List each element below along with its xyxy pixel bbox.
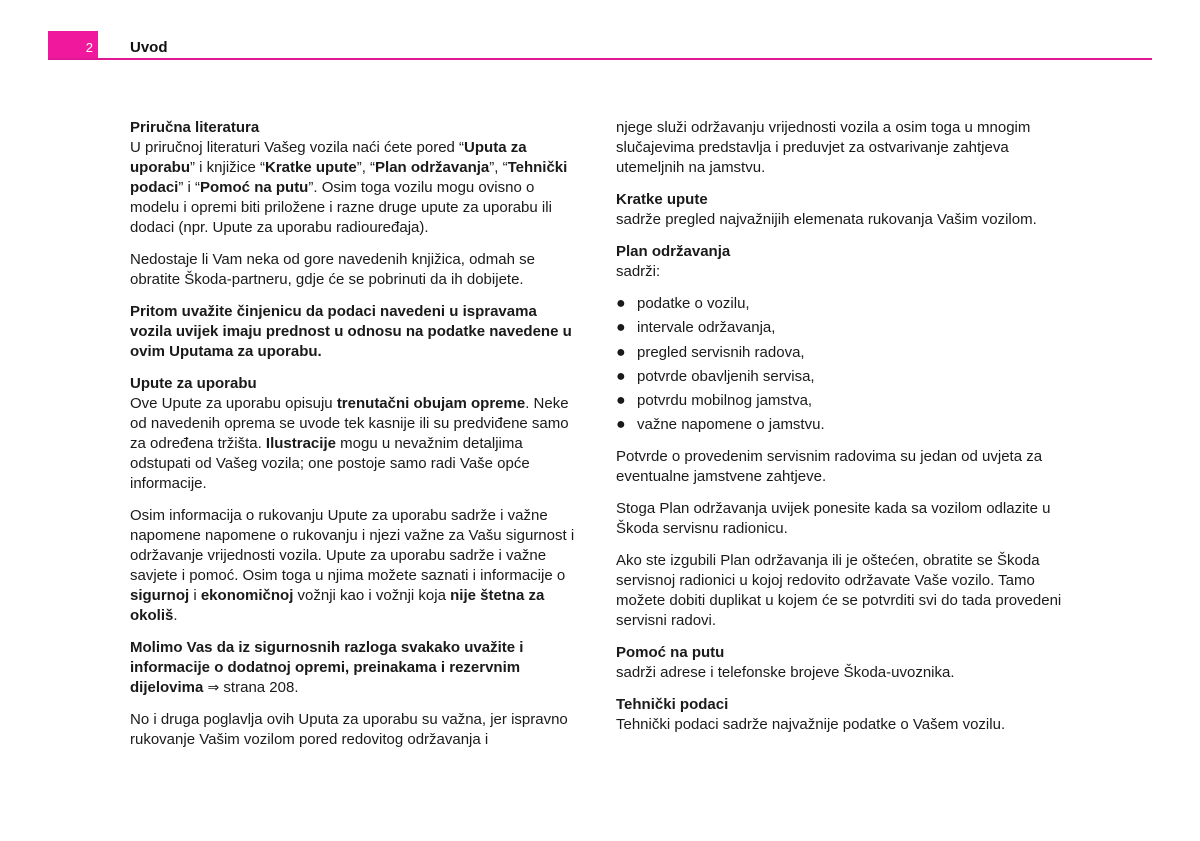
paragraph: sadrži adrese i telefonske brojeve Škoda-uvoznika. — [616, 664, 955, 682]
header-rule — [48, 58, 1152, 60]
bullet-icon: ● — [616, 416, 626, 434]
arrow-right-icon: ⇒ — [207, 680, 220, 696]
left-column — [130, 118, 582, 762]
list-item: ● pregled servisnih radova, — [616, 343, 805, 361]
heading-upute-za-uporabu: Upute za uporabu — [130, 375, 257, 392]
paragraph: sadrži: — [616, 263, 661, 280]
section-title: Uvod — [130, 39, 168, 56]
list-item: ● potvrde obavljenih servisa, — [616, 367, 815, 385]
list-item: ● potvrdu mobilnog jamstva, — [616, 392, 813, 410]
notice-paragraph: Pritom uvažite činjenicu da podaci navedeni u ispravama vozila uvijek imaju prednost u odnosu na podatke navedene u ovim Uputama za uporabu. — [130, 303, 572, 360]
heading-prirucna-literatura: Priručna literatura — [130, 119, 260, 136]
heading-tehnicki-podaci: Tehnički podaci — [616, 696, 729, 714]
bullet-list — [616, 294, 1068, 435]
paragraph: Ove Upute za uporabu opisuju trenutačni obujam opreme. Neke od navedenih oprema se uvode tek kasnije ili su predviđene samo za određena tržišta. Ilustracije mogu u nevažnim detaljima odstupati od Vašeg vozila; one postoje samo radi Vaše opće informacije. — [130, 395, 569, 492]
paragraph: Potvrde o provedenim servisnim radovima su jedan od uvjeta za eventualne jamstvene zahtjeve. — [616, 448, 1043, 486]
paragraph: Osim informacija o rukovanju Upute za uporabu sadrže i važne napomene napomene o rukovanju i njezi važne za Vašu sigurnost i održavanje vrijednosti vozila. Upute za uporabu sadrže i važne savjete i pomoć. Osim toga u njima možete saznati i informacije o sigurnoj i ekonomičnoj vožnji kao i vožnji koja nije štetna za okoliš. — [130, 507, 575, 624]
bullet-icon: ● — [616, 343, 626, 361]
heading-plan-odrzavanja: Plan održavanja — [616, 243, 731, 260]
heading-pomoc-na-putu: Pomoć na putu — [616, 644, 725, 662]
paragraph: njege služi održavanju vrijednosti vozila a osim toga u mnogim slučajevima predstavlja i preduvjet za ostvarivanje zahtjeva utemeljnih na jamstvu. — [616, 119, 1031, 176]
list-item: ● intervale održavanja, — [616, 319, 776, 337]
bullet-icon: ● — [616, 392, 626, 410]
bullet-icon: ● — [616, 295, 626, 312]
paragraph: Ako ste izgubili Plan održavanja ili je oštećen, obratite se Škoda servisnoj radionici u kojoj redovito održavate Vaše vozilo. Tamo možete dobiti duplikat u kojem će se potvrditi svi do tada provedeni servisni radovi. — [616, 552, 1062, 630]
list-item: ● podatke o vozilu, — [616, 295, 750, 312]
list-item: ● važne napomene o jamstvu. — [616, 416, 825, 434]
paragraph: No i druga poglavlja ovih Uputa za uporabu su važna, jer ispravno rukovanje Vašim vozilom pored redovitog održavanja i — [130, 711, 568, 748]
bullet-icon: ● — [616, 319, 626, 337]
paragraph: sadrže pregled najvažnijih elemenata rukovanja Vašim vozilom. — [616, 211, 1037, 228]
page-number: 2 — [48, 31, 98, 60]
bullet-icon: ● — [616, 367, 626, 385]
paragraph: Molimo Vas da iz sigurnosnih razloga svakako uvažite i informacije o dodatnoj opremi, preinakama i rezervnim dijelovima ⇒ strana 208. — [130, 639, 524, 696]
page-header — [0, 0, 1200, 62]
heading-kratke-upute: Kratke upute — [616, 191, 708, 208]
paragraph: Stoga Plan održavanja uvijek ponesite kada sa vozilom odlazite u Škoda servisnu radionicu. — [616, 500, 1051, 538]
paragraph: U priručnoj literaturi Vašeg vozila naći ćete pored “Uputa za uporabu” i knjižice “Kratke upute”, “Plan održavanja”, “Tehnički podaci” i “Pomoć na putu”. Osim toga vozilu mogu ovisno o modelu i opremi biti priložene i razne druge upute za uporabu ili dodaci (npr. Upute za uporabu radiouređaja). — [130, 139, 568, 236]
paragraph: Nedostaje li Vam neka od gore navedenih knjižica, odmah se obratite Škoda-partneru, gdje će se pobrinuti da ih dobijete. — [130, 251, 535, 288]
right-column — [616, 118, 1068, 747]
paragraph: Tehnički podaci sadrže najvažnije podatke o Vašem vozilu. — [616, 716, 1006, 734]
